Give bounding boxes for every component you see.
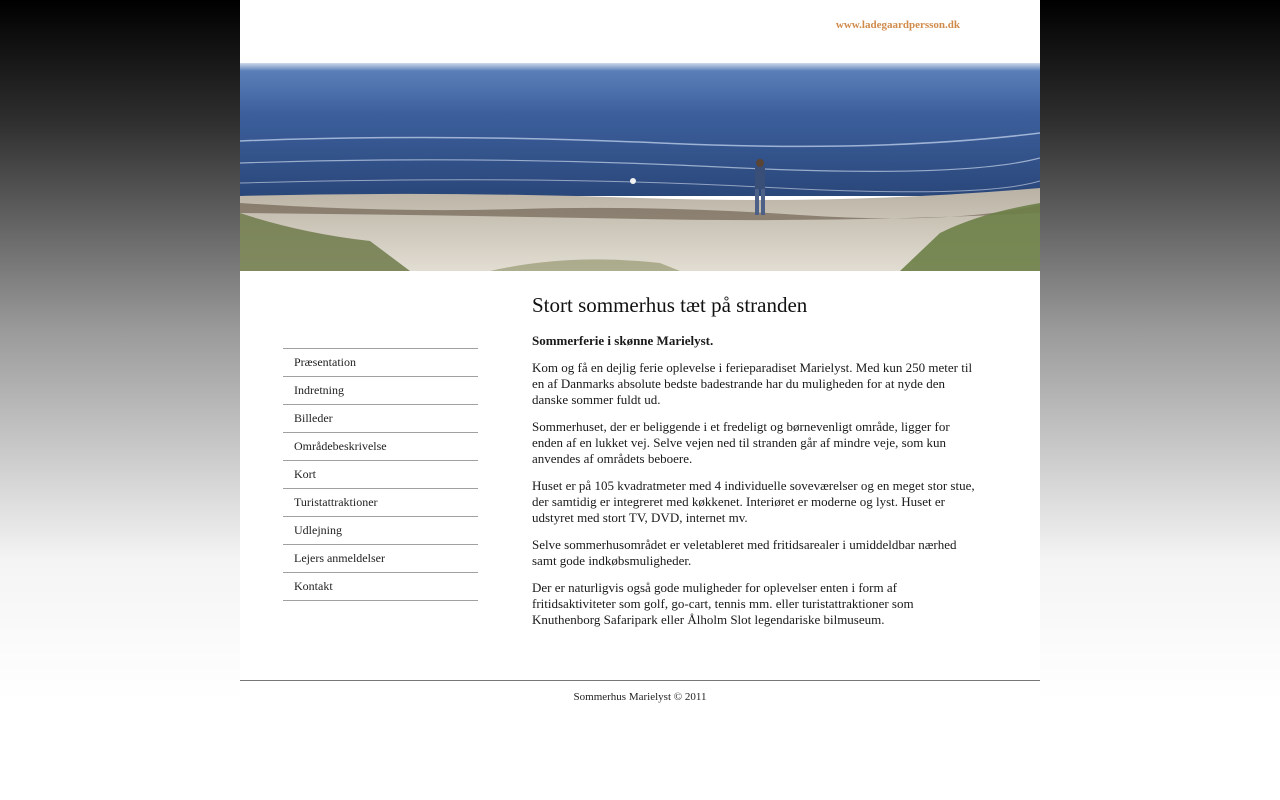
nav-item-kontakt[interactable]: Kontakt [283,573,478,601]
site-url-link[interactable]: www.ladegaardpersson.dk [835,19,960,31]
main-content [532,291,977,639]
page-container [240,0,1040,800]
nav-item-turistattraktioner[interactable]: Turistattraktioner [283,489,478,517]
nav-item-praesentation[interactable]: Præsentation [283,349,478,377]
footer-divider [240,680,1040,681]
paragraph-location: Sommerhuset, der er beliggende i et fredeligt og børnevenligt område, ligger for enden af en lukket vej. Selve vejen ned til stranden går af mindre veje, som kun anvendes af områdets beboere. [532,419,950,466]
nav-item-billeder[interactable]: Billeder [283,405,478,433]
paragraph-activities: Der er naturligvis også gode muligheder for oplevelser enten i form af fritidsaktiviteter som golf, go-cart, tennis mm. eller turistattraktioner som Knuthenborg Safaripark eller Ålholm Slot legendariske bilmuseum. [532,580,914,627]
nav-item-lejers-anmeldelser[interactable]: Lejers anmeldelser [283,545,478,573]
page-subtitle: Sommerferie i skønne Marielyst. [532,333,714,348]
sidebar-nav [283,348,478,601]
nav-item-indretning[interactable]: Indretning [283,377,478,405]
footer-copyright: Sommerhus Marielyst © 2011 [573,691,707,703]
nav-item-omraadebeskrivelse[interactable]: Områdebeskrivelse [283,433,478,461]
paragraph-intro: Kom og få en dejlig ferie oplevelse i ferieparadiset Marielyst. Med kun 250 meter til en af Danmarks absolute bedste badestrande har du muligheden for at nyde den danske sommer fuldt ud. [532,360,973,407]
banner-image [240,63,1040,271]
paragraph-area: Selve sommerhusområdet er veletableret med fritidsarealer i umiddeldbar nærhed samt gode indkøbsmuligheder. [532,537,957,568]
nav-item-udlejning[interactable]: Udlejning [283,517,478,545]
paragraph-house: Huset er på 105 kvadratmeter med 4 individuelle soveværelser og en meget stor stue, der samtidig er integreret med køkkenet. Interiøret er moderne og lyst. Huset er udstyret med stort TV, DVD, internet mv. [532,478,975,525]
page-title: Stort sommerhus tæt på stranden [532,293,808,317]
nav-item-kort[interactable]: Kort [283,461,478,489]
